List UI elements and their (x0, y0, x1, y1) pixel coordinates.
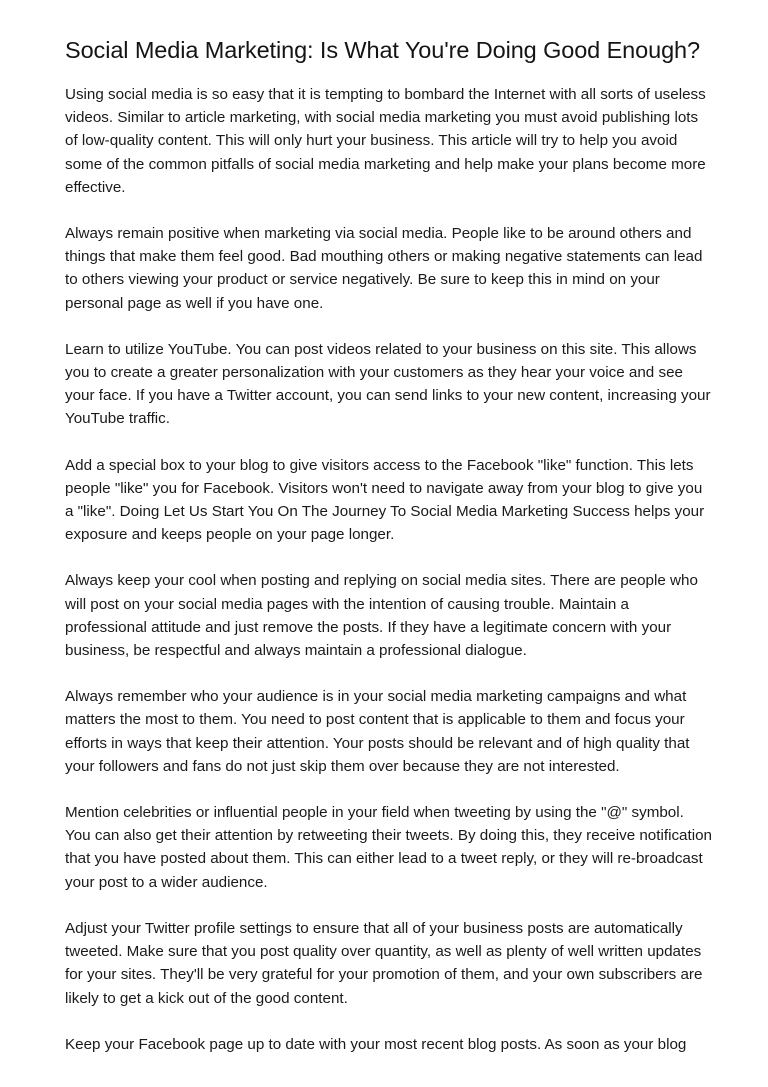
paragraph-5: Always keep your cool when posting and replying on social media sites. There are people who will post on your social media pages with the intention of causing trouble. Maintain a professional attitude and just remove the posts. If they have a legitimate concern with your business, be respectful and always maintain a professional dialogue. (65, 572, 698, 660)
paragraph-2: Always remain positive when marketing via social media. People like to be around others and things that make them feel good. Bad mouthing others or making negative statements can lead to others viewing your product or service negatively. Be sure to keep this in mind on your personal page as well if you have one. (65, 225, 703, 312)
paragraph-8: Adjust your Twitter profile settings to ensure that all of your business posts are automatically tweeted. Make sure that you post quality over quantity, as well as plenty of well written updates for your sites. They'll be very grateful for your promotion of them, and your own subscribers are likely to get a kick out of the good content. (65, 919, 703, 1007)
page-title: Social Media Marketing: Is What You're Doing Good Enough? (65, 37, 700, 63)
paragraph-1: Using social media is so easy that it is tempting to bombard the Internet with all sorts of useless videos. Similar to article marketing, with social media marketing you must avoid publishing lots of low-quality content. This will only hurt your business. This article will try to help you avoid some of the common pitfalls of social media marketing and help make your plans become more effective. (65, 86, 706, 196)
paragraph-4: Add a special box to your blog to give visitors access to the Facebook "like" function. This lets people "like" you for Facebook. Visitors won't need to navigate away from your blog to give you a "like". Doing Let Us Start You On The Journey To Social Media Marketing Success helps your exposure and keeps people on your page longer. (65, 456, 705, 544)
paragraph-9: Keep your Facebook page up to date with your most recent blog posts. As soon as your blog (65, 1035, 687, 1053)
paragraph-6: Always remember who your audience is in your social media marketing campaigns and what matters the most to them. You need to post content that is applicable to them and focus your efforts in ways that keep their attention. Your posts should be relevant and of high quality that your followers and fans do not just skip them over because they are not interested. (65, 688, 690, 775)
article-body (65, 83, 712, 1056)
paragraph-7: Mention celebrities or influential people in your field when tweeting by using the "@" symbol. You can also get their attention by retweeting their tweets. By doing this, they receive notification that you have posted about them. This can either lead to a tweet reply, or they will re-broadcast your post to a wider audience. (65, 804, 712, 891)
paragraph-3: Learn to utilize YouTube. You can post videos related to your business on this site. This allows you to create a greater personalization with your customers as they hear your voice and see your face. If you have a Twitter account, you can send links to your new content, increasing your YouTube traffic. (65, 340, 711, 428)
